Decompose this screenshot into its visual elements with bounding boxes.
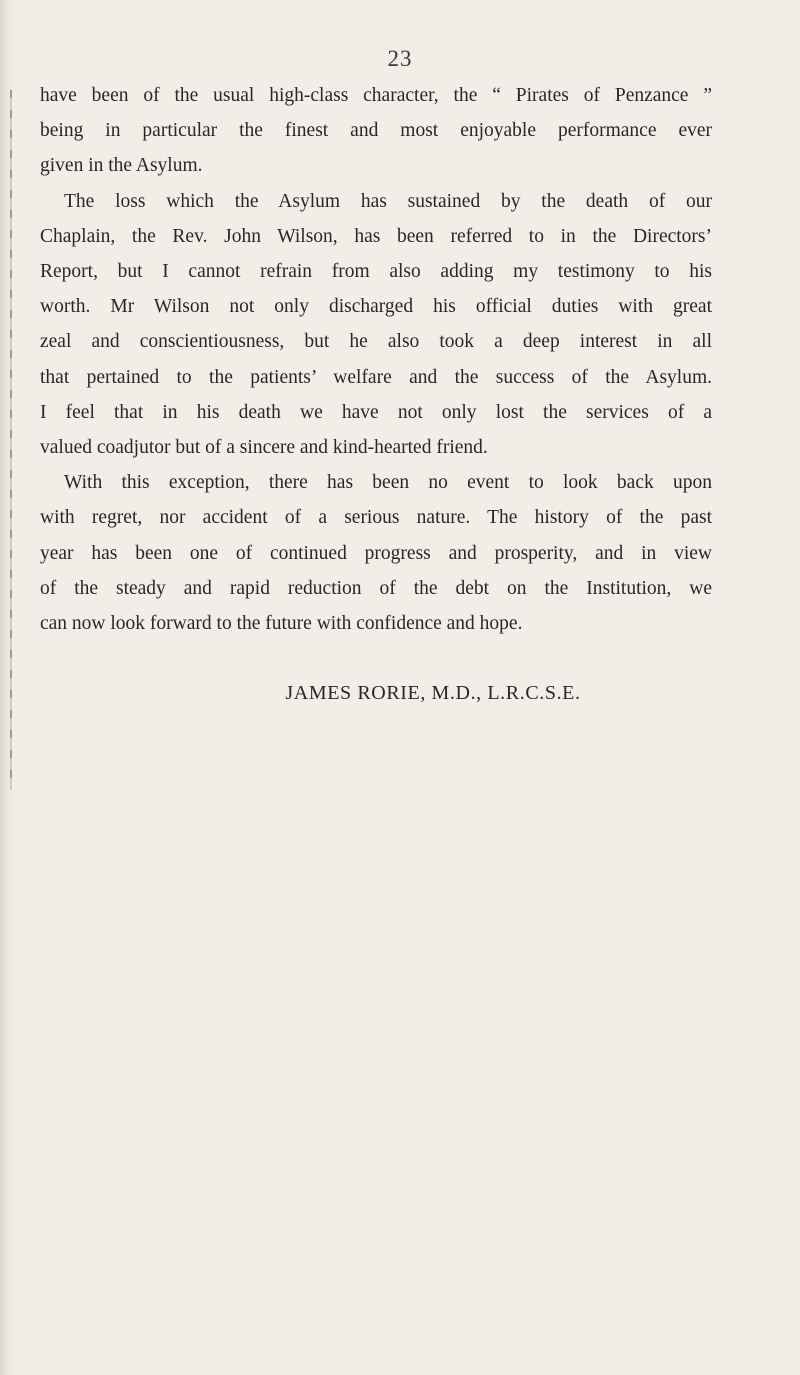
text-line: given in the Asylum. bbox=[40, 155, 203, 177]
text-line: The loss which the Asylum has sustained by the death of our bbox=[64, 190, 712, 212]
paragraph-3 bbox=[40, 465, 712, 641]
text-line: that pertained to the patients’ welfare and the success of the Asylum. bbox=[40, 366, 712, 388]
text-line: I feel that in his death we have not only lost the services of a bbox=[40, 401, 712, 423]
text-line: can now look forward to the future with confidence and hope. bbox=[40, 613, 523, 635]
text-line: have been of the usual high-class character, the “ Pirates of Penzance ” bbox=[40, 85, 712, 106]
text-line: Chaplain, the Rev. John Wilson, has been referred to in the Directors’ bbox=[40, 225, 712, 247]
signature: JAMES RORIE, M.D., L.R.C.S.E. bbox=[285, 682, 581, 704]
text-line: year has been one of continued progress and prosperity, and in view bbox=[40, 542, 712, 564]
text-line: worth. Mr Wilson not only discharged his official duties with great bbox=[40, 296, 712, 318]
text-line: of the steady and rapid reduction of the debt on the Institution, we bbox=[40, 577, 712, 599]
text-line: With this exception, there has been no event to look back upon bbox=[64, 472, 712, 494]
paragraph-1 bbox=[40, 78, 712, 184]
page-number: 23 bbox=[387, 46, 413, 71]
text-line: with regret, nor accident of a serious nature. The history of the past bbox=[40, 507, 712, 529]
text-line: being in particular the finest and most enjoyable performance ever bbox=[40, 120, 712, 142]
text-line: valued coadjutor but of a sincere and kind-hearted friend. bbox=[40, 437, 488, 459]
paragraph-2 bbox=[40, 184, 712, 466]
body-text bbox=[40, 78, 712, 641]
text-line: zeal and conscientiousness, but he also took a deep interest in all bbox=[40, 331, 712, 353]
text-line: Report, but I cannot refrain from also adding my testimony to his bbox=[40, 261, 712, 283]
